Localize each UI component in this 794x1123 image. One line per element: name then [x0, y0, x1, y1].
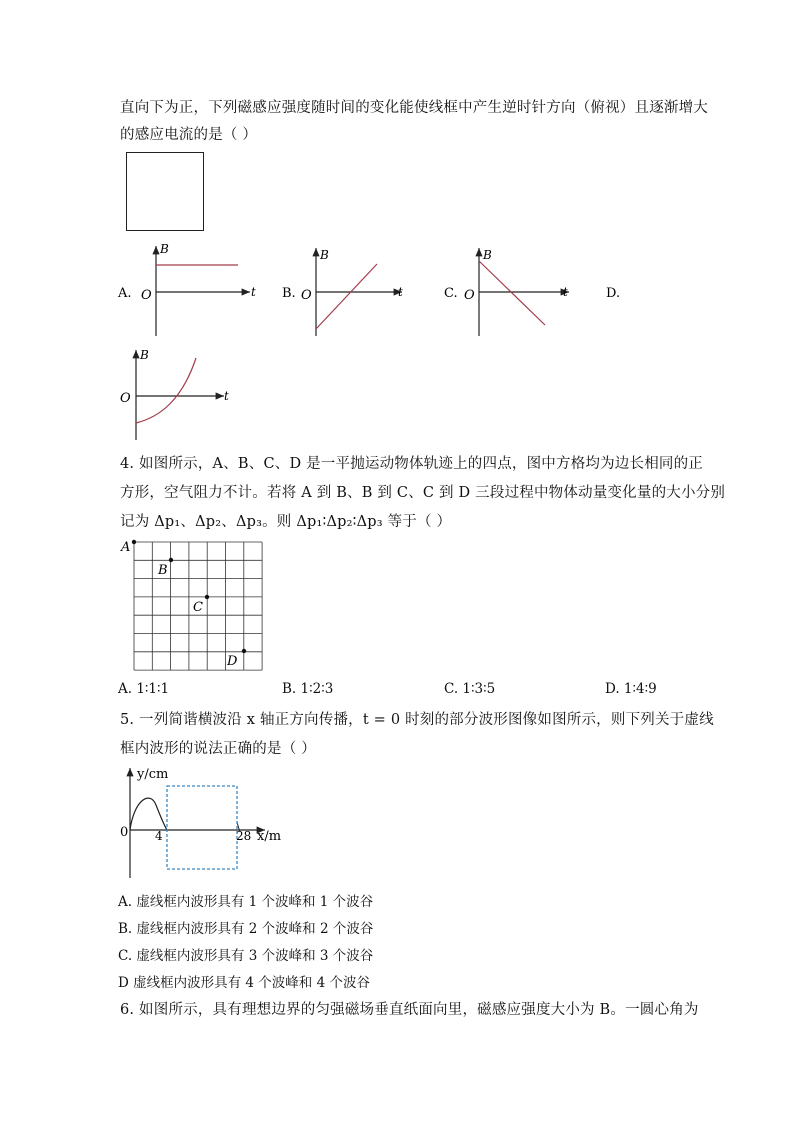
q4-option-c[interactable]: C. 1∶3∶5	[444, 681, 496, 697]
option-b-letter: B.	[282, 286, 296, 301]
q4-text-line-3: 记为 Δp₁、Δp₂、Δp₃。则 Δp₁∶Δp₂∶Δp₃ 等于（ ）	[120, 514, 452, 530]
q4-option-b[interactable]: B. 1∶2∶3	[282, 681, 334, 697]
q5-text-line-1: 5. 一列简谐横波沿 x 轴正方向传播，t = 0 时刻的部分波形图像如图所示，则下列关于虚线	[120, 712, 714, 728]
graph-option-b	[282, 248, 403, 336]
option-a-letter: A.	[118, 286, 132, 301]
axis-label-b: B	[483, 248, 492, 262]
curve-c	[479, 261, 545, 325]
graph-option-d	[120, 348, 229, 440]
wave-figure	[110, 760, 290, 880]
q5-option-a[interactable]: A. 虚线框内波形具有 1 个波峰和 1 个波谷	[118, 894, 374, 910]
q4-option-d[interactable]: D. 1∶4∶9	[605, 681, 657, 697]
q3-option-graphs	[0, 0, 794, 460]
axis-label-t: t	[251, 285, 256, 299]
curve-d	[136, 358, 196, 423]
svg-text:A: A	[121, 540, 131, 555]
q3-text-line-1: 直向下为正，下列磁感应强度随时间的变化能使线框中产生逆时针方向（俯视）且逐渐增大	[120, 100, 708, 116]
x-axis-label: x/m	[257, 829, 282, 844]
q4-text-line-1: 4. 如图所示，A、B、C、D 是一平抛运动物体轨迹上的四点，图中方格均为边长相同的正	[120, 456, 703, 472]
wave-curve	[130, 798, 167, 830]
curve-b	[316, 264, 377, 329]
origin-label: O	[141, 288, 152, 303]
origin-zero: 0	[120, 825, 129, 840]
origin-label: O	[120, 391, 131, 406]
origin-label: O	[464, 288, 475, 303]
trajectory-grid	[116, 536, 276, 676]
option-d-letter: D.	[606, 286, 621, 301]
option-c-letter: C.	[444, 286, 458, 301]
dashed-box	[167, 786, 237, 869]
axis-label-b: B	[140, 348, 149, 362]
q5-option-b[interactable]: B. 虚线框内波形具有 2 个波峰和 2 个波谷	[118, 921, 374, 937]
tick-28: 28	[236, 829, 252, 843]
svg-text:B: B	[158, 563, 168, 578]
q5-option-c[interactable]: C. 虚线框内波形具有 3 个波峰和 3 个波谷	[118, 948, 374, 964]
q6-text-line-1: 6. 如图所示，具有理想边界的匀强磁场垂直纸面向里，磁感应强度大小为 B。一圆心角为	[120, 1002, 699, 1018]
axis-label-t: t	[563, 285, 568, 299]
axis-label-t: t	[398, 285, 403, 299]
q5-text-line-2: 框内波形的说法正确的是（ ）	[120, 741, 316, 757]
axis-label-b: B	[320, 248, 329, 262]
svg-text:D: D	[227, 654, 238, 669]
axis-label-b: B	[160, 242, 169, 256]
q3-text-line-2: 的感应电流的是（ ）	[120, 127, 258, 143]
q4-option-a[interactable]: A. 1∶1∶1	[118, 681, 170, 697]
q5-option-d[interactable]: D 虚线框内波形具有 4 个波峰和 4 个波谷	[118, 975, 370, 991]
origin-label: O	[301, 288, 312, 303]
graph-option-a	[117, 242, 256, 336]
y-axis-label: y/cm	[137, 767, 169, 782]
svg-text:C: C	[193, 600, 203, 615]
tick-4: 4	[155, 829, 163, 843]
graph-option-c	[444, 248, 569, 336]
axis-label-t: t	[224, 389, 229, 403]
q4-text-line-2: 方形，空气阻力不计。若将 A 到 B、B 到 C、C 到 D 三段过程中物体动量变化量的大小分别	[120, 485, 726, 501]
point-c	[193, 595, 209, 615]
